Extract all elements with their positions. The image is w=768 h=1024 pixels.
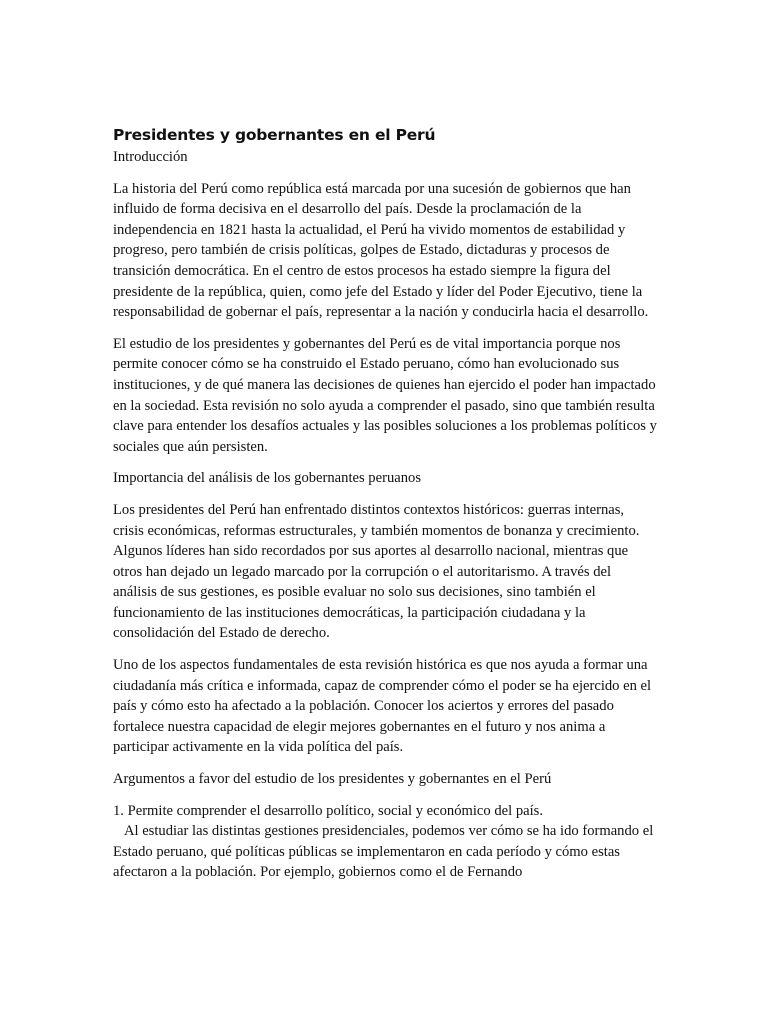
document-title: Presidentes y gobernantes en el Perú (113, 126, 436, 144)
importance-paragraph-1: Los presidentes del Perú han enfrentado distintos contextos históricos: guerras internas, crisis económicas, reformas estructurales, y también momentos de bonanza y crecimiento. Algunos líderes han sido recordados por sus aportes al desarrollo nacional, mientras que otros han dejado un legado marcado por la corrupción o el autoritarismo. A través del análisis de sus gestiones, es posible evaluar no solo sus decisiones, sino también el funcionamiento de las instituciones democráticas, la participación ciudadana y la consolidación del Estado de derecho. (113, 501, 640, 642)
importance-heading: Importancia del análisis de los gobernantes peruanos (113, 470, 421, 487)
argument-1-title: 1. Permite comprender el desarrollo político, social y económico del país. (113, 802, 543, 819)
intro-paragraph-1: La historia del Perú como república está marcada por una sucesión de gobiernos que han influido de forma decisiva en el desarrollo del país. Desde la proclamación de la independencia en 1821 hasta la actualidad, el Perú ha vivido momentos de estabilidad y progreso, pero también de crisis políticas, golpes de Estado, dictaduras y procesos de transición democrática. En el centro de estos procesos ha estado siempre la figura del presidente de la república, quien, como jefe del Estado y líder del Poder Ejecutivo, tiene la responsabilidad de gobernar el país, representar a la nación y conducirla hacia el desarrollo. (113, 180, 649, 321)
document-page (113, 124, 658, 883)
arguments-heading: Argumentos a favor del estudio de los presidentes y gobernantes en el Perú (113, 771, 552, 788)
importance-paragraph-2: Uno de los aspectos fundamentales de esta revisión histórica es que nos ayuda a formar una ciudadanía más crítica e informada, capaz de comprender cómo el poder se ha ejercido en el país y cómo esto ha afectado a la población. Conocer los aciertos y errores del pasado fortalece nuestra capacidad de elegir mejores gobernantes en el futuro y nos anima a participar activamente en la vida política del país. (113, 657, 652, 756)
intro-paragraph-2: El estudio de los presidentes y gobernantes del Perú es de vital importancia porque nos permite conocer cómo se ha construido el Estado peruano, cómo han evolucionado sus instituciones, y de qué manera las decisiones de quienes han ejercido el poder han impactado en la sociedad. Esta revisión no solo ayuda a comprender el pasado, sino que también resulta clave para entender los desafíos actuales y las posibles soluciones a los problemas políticos y sociales que aún persisten. (113, 335, 657, 455)
argument-1-body: Al estudiar las distintas gestiones presidenciales, podemos ver cómo se ha ido formando el Estado peruano, qué políticas públicas se implementaron en cada período y cómo estas afectaron a la población. Por ejemplo, gobiernos como el de Fernando (113, 823, 657, 881)
argument-1 (113, 801, 658, 883)
intro-heading: Introducción (113, 149, 188, 165)
